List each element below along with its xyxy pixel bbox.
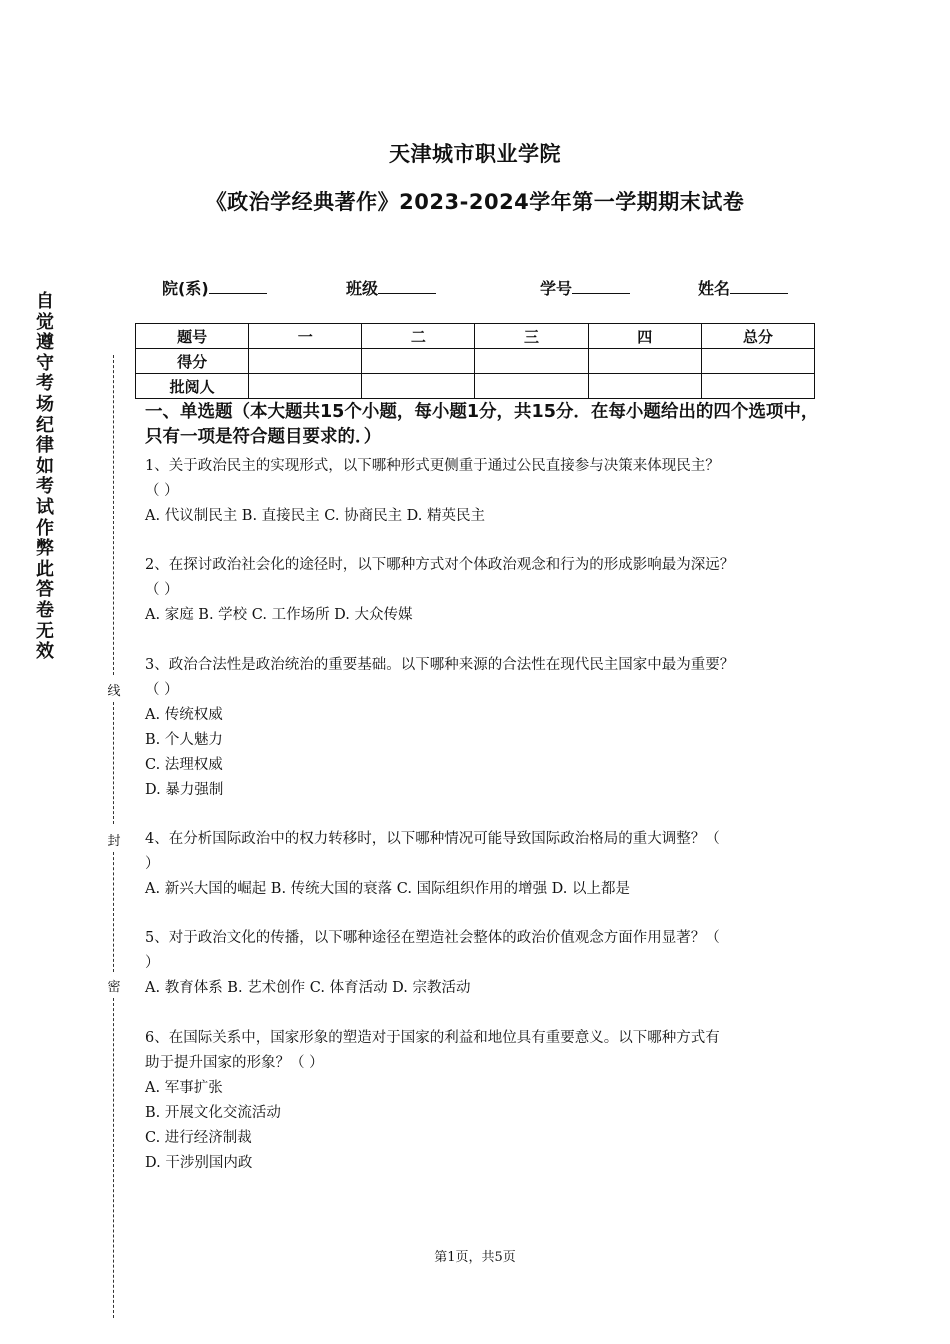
class-blank[interactable] (378, 279, 436, 294)
name-blank[interactable] (730, 279, 788, 294)
score-cell[interactable] (588, 349, 701, 374)
question-2-line: （ ） (145, 582, 179, 598)
score-cell[interactable] (475, 349, 588, 374)
score-header-cell: 四 (588, 324, 701, 349)
question-6-option: A. 军事扩张 (145, 1080, 223, 1096)
seal-line-char: 线 (106, 680, 122, 699)
dept-field[interactable] (162, 276, 267, 299)
exam-title: 《政治学经典著作》2023-2024学年第一学期期末试卷 (205, 190, 745, 214)
question-3-line: （ ） (145, 682, 179, 698)
question-6-option: B. 开展文化交流活动 (145, 1105, 281, 1121)
question-3-option: C. 法理权威 (145, 757, 223, 773)
score-row-label: 得分 (136, 349, 249, 374)
class-field[interactable] (346, 276, 436, 299)
score-table-header-row (136, 324, 815, 349)
dept-label: 院(系) (162, 279, 209, 298)
question-2-line: 2、在探讨政治社会化的途径时，以下哪种方式对个体政治观念和行为的形成影响最为深远？ (145, 557, 735, 573)
question-3-option: D. 暴力强制 (145, 782, 224, 798)
section-heading: 一、单选题（本大题共15个小题，每小题1分，共15分．在每小题给出的四个选项中，只有一项是符合题目要求的．） (145, 402, 819, 447)
question-6-line: 6、在国际关系中，国家形象的塑造对于国家的利益和地位具有重要意义。以下哪种方式有 (145, 1030, 720, 1046)
question-3-option: A. 传统权威 (145, 707, 223, 723)
score-cell[interactable] (701, 349, 814, 374)
student-id-label: 学号 (540, 279, 573, 298)
grader-cell[interactable] (249, 374, 362, 399)
grader-row-label: 批阅人 (136, 374, 249, 399)
seal-dashed-line (113, 355, 114, 675)
dept-blank[interactable] (209, 279, 267, 294)
seal-seal-char: 封 (106, 830, 122, 849)
score-header-cell: 一 (249, 324, 362, 349)
score-cell[interactable] (249, 349, 362, 374)
question-5-line: ） (145, 955, 160, 971)
grader-cell[interactable] (475, 374, 588, 399)
score-table (135, 323, 815, 399)
question-3-line: 3、政治合法性是政治统治的重要基础。以下哪种来源的合法性在现代民主国家中最为重要？ (145, 657, 735, 673)
question-6-line: 助于提升国家的形象？（ ） (145, 1055, 324, 1071)
question-1-line: 1、关于政治民主的实现形式，以下哪种形式更侧重于通过公民直接参与决策来体现民主？ (145, 458, 720, 474)
grader-cell[interactable] (701, 374, 814, 399)
question-1-line: （ ） (145, 483, 179, 499)
grader-row (136, 374, 815, 399)
question-4-options: A. 新兴大国的崛起 B. 传统大国的衰落 C. 国际组织作用的增强 D. 以上都是 (145, 881, 631, 897)
seal-dashed-line (113, 852, 114, 972)
student-id-blank[interactable] (572, 279, 630, 294)
exam-rules-notice: 自觉遵守考场纪律如考试作弊此答卷无效 (36, 291, 54, 663)
question-2-options: A. 家庭 B. 学校 C. 工作场所 D. 大众传媒 (145, 607, 413, 623)
question-4-line: ） (145, 856, 160, 872)
question-6-option: C. 进行经济制裁 (145, 1130, 252, 1146)
name-field[interactable] (698, 276, 788, 299)
score-header-cell: 二 (362, 324, 475, 349)
seal-secret-char: 密 (106, 976, 122, 995)
student-id-field[interactable] (540, 276, 630, 299)
page-number: 第1页，共5页 (434, 1250, 516, 1265)
seal-dashed-line (113, 702, 114, 824)
school-name: 天津城市职业学院 (389, 142, 561, 166)
question-3-option: B. 个人魅力 (145, 732, 223, 748)
score-header-cell: 总分 (701, 324, 814, 349)
score-row (136, 349, 815, 374)
question-1-options: A. 代议制民主 B. 直接民主 C. 协商民主 D. 精英民主 (145, 508, 486, 524)
grader-cell[interactable] (588, 374, 701, 399)
name-label: 姓名 (698, 279, 731, 298)
class-label: 班级 (346, 279, 379, 298)
question-5-options: A. 教育体系 B. 艺术创作 C. 体育活动 D. 宗教活动 (145, 980, 471, 996)
seal-dashed-line (113, 998, 114, 1318)
grader-cell[interactable] (362, 374, 475, 399)
score-header-cell: 题号 (136, 324, 249, 349)
question-4-line: 4、在分析国际政治中的权力转移时，以下哪种情况可能导致国际政治格局的重大调整？（ (145, 831, 720, 847)
score-header-cell: 三 (475, 324, 588, 349)
question-5-line: 5、对于政治文化的传播，以下哪种途径在塑造社会整体的政治价值观念方面作用显著？（ (145, 930, 720, 946)
question-6-option: D. 干涉别国内政 (145, 1155, 253, 1171)
score-cell[interactable] (362, 349, 475, 374)
